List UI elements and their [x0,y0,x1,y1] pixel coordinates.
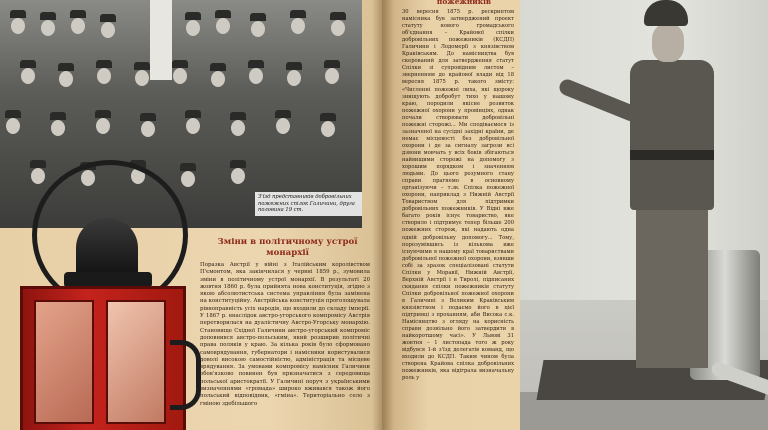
left-body-text: Поразка Австрії у війні з Італійським королівством П'ємонтом, яка закінчилася у червні 1859 р., зумовила зміни в політичному устрої монархії. В результаті 20 жовтня 1860 р. була прийнята нова конституція, згідно з якою абсолютистська система управління була замінена на конституційну. Австрійська конституція проголошувала рівноправність усіх народів, що входили до складу імперії. У 1867 р. внаслідок австро-угорського компромісу Австрія перетворилася на дуалістичну Австро-Угорську монархію. Становище Східної Галичини австро-угорський компроміс доповнився австро-польським, який розширив політичні права поляків у краю. За кілька років було сформовано самоврядування, губернатори і намісники користувалися доволі високою самостійністю, адміністрація та місцеве врядування. За умовами компромісу намісник Галичини обов'язково повинен був призначатися з середовища польської аристократії. У Галичині поруч з українськими визначеннями «громада» широко вживався також його польський відповідник, «гміна». Територіально село з гміною здебільшого [200,262,370,407]
fire-lantern-illustration [20,160,210,430]
book-gutter [372,0,394,430]
left-page [0,0,382,430]
section-title: Зміни в політичному устрої монархії [217,237,358,258]
section-heading-fragment: пожежників [436,0,492,6]
right-page [382,0,768,430]
right-body-text: 30 вересня 1875 р. рескриптом намісника був затверджений проект статуту нового громадського об'єднання – Крайової спілки добровільних пожежників (КСДП) Галичини і Лодомерії з князівством Краківським. До намісництва був скерований для затвердження статут Спілки зі супровідним листом – зверненням до крайової влади від 18 вересня 1875 р. такого змісту: «Численні пожежні лиха, які щороку знищують добробут тихо у нашому краю, породили якісне розвиток пожежної охорони у провінціях, однак почали створювати добровільні пожежні сторожі... Ми сподіваємося із зазначеної на сусідні західні країни, де немає місцевості без добровільної охорони і де за сигналу загрози всі дзвони мовчать у всіх боків збігаються найвищими сторожі на допомогу з хорошим порядком і значенням людьми. До цього розумного стану справи прагнемо в основному організуючи – т.зв. Спілка пожежної охорони, наприклад з Нижній Австрії Товариством для підтримки добровільних пожежників. У Відні вже багато років існує товариство, яке створило і підтримує тепер більше 200 пожежних сторож, які надають одна одній добровільну допомогу... Тому, порозумівшись із кількома вже існуючими в нашому краї товариствами добровільної пожежної охорони, взявши собі за зразок спеціалізовані статути Спілки у Моравії, Нижній Австрії, Верхній Австрії і в Тиролі, підписаних скидання спілки пожежників статуту Спілки добровільної пожежної охорони в Галичині з Великим Краківським князівством і подаємо його в цієї підтримці з проханням, аби Висока с.к. Намісництво з огляду на корисність справи дозвільно його затвердити в найкоротшому часі». У Львові 31 жовтня – 1 листопада того ж року відбувся 1-й з'їзд делегатів команд, що входили до КСДП. Таким чином була створена Крайова спілка добровільних пожежників, яка відіграла визначальну роль у [402,9,514,382]
fireman-photo [520,0,768,430]
photo-caption: З'їзд представників добровільних пожежних спілок Галичини, друга половина 19 ст. [255,192,362,216]
